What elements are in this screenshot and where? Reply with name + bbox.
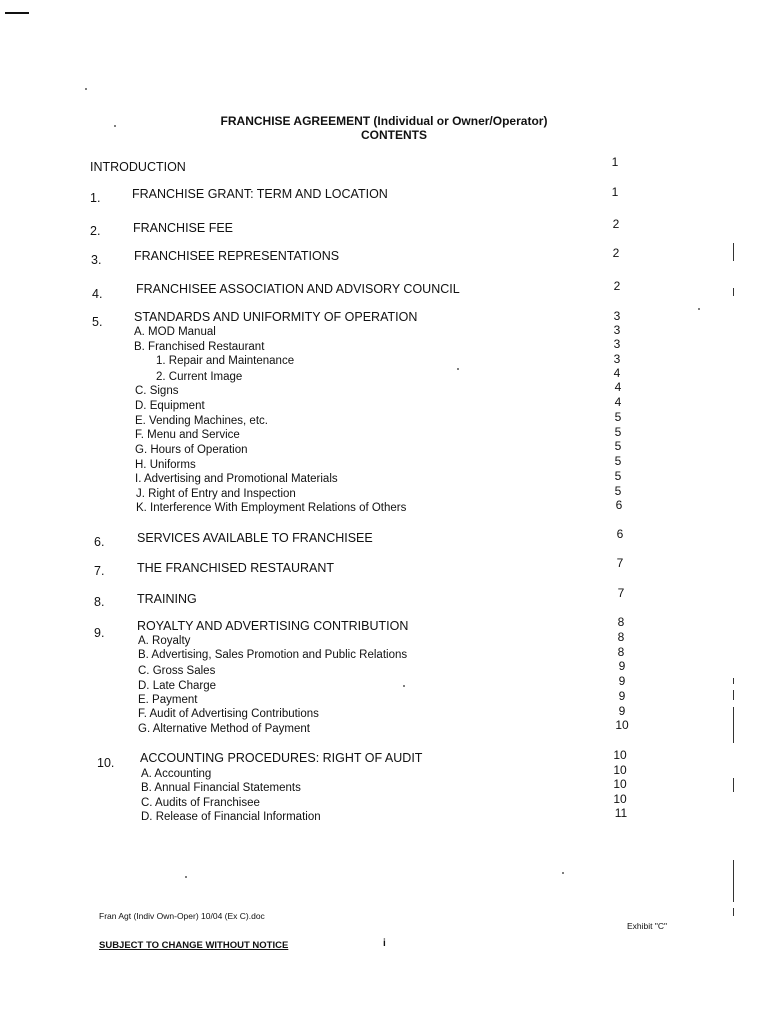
toc-subitem-page: 5 xyxy=(614,469,622,483)
toc-subitem-label: E. Payment xyxy=(138,694,198,706)
scan-speck xyxy=(114,125,116,127)
toc-subitem-label: F. Audit of Advertising Contributions xyxy=(138,708,319,720)
toc-subitem-label: H. Uniforms xyxy=(135,459,196,471)
toc-section-number: 1. xyxy=(90,191,101,205)
toc-section-page: 8 xyxy=(617,615,625,629)
toc-subitem-page: 9 xyxy=(618,704,626,718)
toc-section-page: 7 xyxy=(617,586,625,600)
scan-edge-mark xyxy=(733,678,734,684)
toc-section-title: TRAINING xyxy=(137,592,197,606)
footer-page-number: i xyxy=(383,938,386,949)
scan-speck xyxy=(185,876,187,878)
toc-section-page: 3 xyxy=(613,309,621,323)
scan-edge-mark xyxy=(733,860,734,902)
toc-section-page: 6 xyxy=(616,527,624,541)
toc-section-number: 6. xyxy=(94,535,105,549)
scan-speck xyxy=(562,872,564,874)
toc-subitem-label: C. Signs xyxy=(135,385,179,397)
toc-section-page: 2 xyxy=(612,246,620,260)
toc-subitem-page: 3 xyxy=(613,352,621,366)
toc-subitem-page: 10 xyxy=(613,792,627,806)
toc-section-title: FRANCHISEE REPRESENTATIONS xyxy=(134,249,340,263)
document-title-block xyxy=(0,114,768,142)
toc-subitem-page: 9 xyxy=(618,674,626,688)
scan-edge-mark xyxy=(733,908,734,916)
toc-introduction-label: INTRODUCTION xyxy=(90,160,186,174)
toc-subitem-page: 10 xyxy=(613,763,627,777)
toc-subitem-page: 5 xyxy=(614,454,622,468)
toc-subitem-page: 10 xyxy=(613,777,627,791)
toc-section-title: FRANCHISE GRANT: TERM AND LOCATION xyxy=(132,187,388,201)
toc-subitem-page: 10 xyxy=(615,718,629,732)
toc-section-number: 8. xyxy=(94,595,105,609)
toc-subitem-label: B. Advertising, Sales Promotion and Public Relations xyxy=(138,649,408,661)
toc-section-number: 7. xyxy=(94,564,105,578)
toc-subitem-page: 5 xyxy=(614,439,622,453)
toc-section-number: 5. xyxy=(92,315,103,329)
document-title: FRANCHISE AGREEMENT (Individual or Owner/Operator) xyxy=(220,114,548,128)
scan-edge-mark xyxy=(733,690,734,700)
scan-speck xyxy=(85,88,87,90)
toc-section-page: 2 xyxy=(612,217,620,231)
toc-subitem-label: A. Royalty xyxy=(138,635,191,647)
toc-subitem-page: 9 xyxy=(618,689,626,703)
scan-edge-mark xyxy=(733,707,734,743)
scan-edge-mark xyxy=(733,288,734,296)
toc-subitem-page: 4 xyxy=(613,366,621,380)
scan-corner-mark xyxy=(5,12,29,14)
scan-edge-mark xyxy=(733,778,734,792)
toc-section-title: THE FRANCHISED RESTAURANT xyxy=(137,561,335,575)
footer-change-notice: SUBJECT TO CHANGE WITHOUT NOTICE xyxy=(99,940,289,951)
toc-subitem-label: D. Release of Financial Information xyxy=(141,811,321,823)
toc-section-number: 10. xyxy=(97,756,115,770)
toc-section-page: 10 xyxy=(613,748,627,762)
scan-edge-mark xyxy=(733,243,734,261)
toc-subitem-label: A. MOD Manual xyxy=(134,326,216,338)
toc-subitem-page: 3 xyxy=(613,323,621,337)
toc-subitem-label: K. Interference With Employment Relations of Others xyxy=(136,502,407,514)
toc-section-page: 1 xyxy=(611,185,619,199)
scan-speck xyxy=(457,368,459,370)
toc-section-title: ROYALTY AND ADVERTISING CONTRIBUTION xyxy=(137,619,409,633)
footer-file-reference: Fran Agt (Indiv Own-Oper) 10/04 (Ex C).doc xyxy=(99,911,265,921)
toc-subitem-page: 4 xyxy=(614,395,622,409)
toc-subitem-label: D. Late Charge xyxy=(138,680,216,692)
toc-subitem-label: 2. Current Image xyxy=(156,371,243,383)
toc-subitem-label: C. Audits of Franchisee xyxy=(141,797,260,809)
toc-subitem-page: 5 xyxy=(614,425,622,439)
toc-subitem-label: C. Gross Sales xyxy=(138,665,216,677)
toc-subitem-label: B. Annual Financial Statements xyxy=(141,782,301,794)
toc-subitem-page: 4 xyxy=(614,380,622,394)
toc-subitem-label: 1. Repair and Maintenance xyxy=(156,355,295,367)
toc-subitem-label: D. Equipment xyxy=(135,400,205,412)
toc-subitem-label: A. Accounting xyxy=(141,768,212,780)
toc-subitem-page: 6 xyxy=(615,498,623,512)
toc-subitem-label: G. Hours of Operation xyxy=(135,444,248,456)
toc-subitem-label: G. Alternative Method of Payment xyxy=(138,723,310,735)
toc-subitem-page: 3 xyxy=(613,337,621,351)
toc-section-number: 3. xyxy=(91,253,102,267)
contents-heading: CONTENTS xyxy=(361,128,427,142)
toc-subitem-page: 8 xyxy=(617,630,625,644)
toc-subitem-page: 9 xyxy=(618,659,626,673)
toc-subitem-label: E. Vending Machines, etc. xyxy=(135,415,268,427)
scan-speck xyxy=(698,308,700,310)
toc-subitem-label: B. Franchised Restaurant xyxy=(134,341,265,353)
toc-subitem-page: 8 xyxy=(617,645,625,659)
toc-subitem-page: 5 xyxy=(614,484,622,498)
footer-exhibit-label: Exhibit "C" xyxy=(627,921,668,931)
toc-section-title: FRANCHISE FEE xyxy=(133,221,234,235)
toc-section-title: FRANCHISEE ASSOCIATION AND ADVISORY COUNCIL xyxy=(136,282,460,296)
toc-section-title: ACCOUNTING PROCEDURES: RIGHT OF AUDIT xyxy=(140,751,423,765)
toc-subitem-label: F. Menu and Service xyxy=(135,429,240,441)
scan-speck xyxy=(403,685,405,687)
toc-subitem-page: 11 xyxy=(614,806,628,820)
toc-introduction-page: 1 xyxy=(611,155,619,169)
toc-section-number: 9. xyxy=(94,626,105,640)
toc-section-page: 2 xyxy=(613,279,621,293)
toc-section-number: 4. xyxy=(92,287,103,301)
toc-subitem-page: 5 xyxy=(614,410,622,424)
toc-section-number: 2. xyxy=(90,224,101,238)
toc-subitem-label: I. Advertising and Promotional Materials xyxy=(135,473,338,485)
toc-subitem-label: J. Right of Entry and Inspection xyxy=(136,488,296,500)
toc-section-title: STANDARDS AND UNIFORMITY OF OPERATION xyxy=(134,310,418,324)
toc-section-page: 7 xyxy=(616,556,624,570)
toc-section-title: SERVICES AVAILABLE TO FRANCHISEE xyxy=(137,531,373,545)
